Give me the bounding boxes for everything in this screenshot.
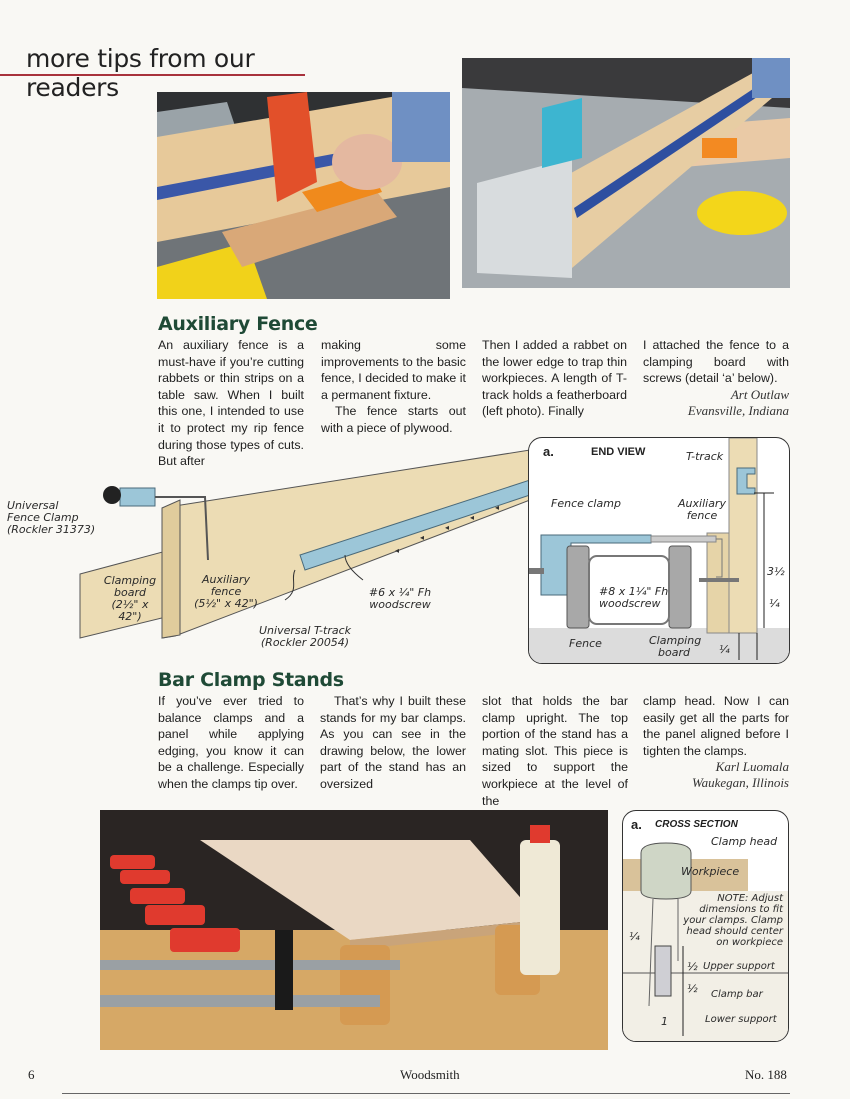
section-header: [0, 44, 305, 102]
aux-fence-col-2-p1: making some improvements to the basic fence, I decided to make it a permanent fixture.: [321, 338, 466, 402]
svg-text:◂: ◂: [395, 546, 400, 555]
bar-clamp-col-2: [320, 693, 466, 793]
end-view-badge: a.: [543, 444, 554, 459]
aux-fence-col-4-text: I attached the fence to a clamping board with screws (detail ‘a’ below).: [643, 338, 789, 386]
end-view-title: END VIEW: [591, 446, 646, 458]
dim-half-lower: ½: [687, 982, 698, 995]
label-universal-t-track: Universal T-track (Rockler 20054): [258, 624, 352, 649]
bar-clamp-author: Karl Luomala: [715, 759, 789, 775]
aux-fence-col-2: [321, 337, 466, 437]
section-title: more tips from our readers: [26, 44, 255, 102]
label-fence-clamp: Fence clamp: [551, 497, 621, 510]
label-upper-support: Upper support: [703, 961, 775, 972]
bar-clamp-col-3-text: slot that holds the bar clamp upright. The top portion of the stand has a mating slot. This piece is sized to support the workpiece at the level of the: [482, 694, 628, 808]
bar-clamp-col-2-text: That’s why I built these stands for my bar clamps. As you can see in the drawing below, the lower part of the stand has an oversized: [320, 694, 466, 791]
cross-section-note: NOTE: Adjust dimensions to fit your clamps. Clamp head should center on workpiece: [683, 893, 783, 948]
label-universal-fence-clamp: Universal Fence Clamp (Rockler 31373): [7, 499, 96, 536]
fence-exploded-drawing: [7, 440, 530, 670]
cross-section-detail: [622, 810, 789, 1042]
bar-clamp-col-1: [158, 693, 304, 793]
bar-clamp-col-4: [643, 693, 789, 791]
aux-fence-col-3: [482, 337, 627, 420]
label-workpiece: Workpiece: [681, 865, 740, 878]
heading-auxiliary-fence: Auxiliary Fence: [158, 313, 318, 335]
issue-number: No. 188: [745, 1067, 787, 1082]
aux-fence-col-1-text: An auxiliary fence is a must-have if you’re cutting rabbets or thin strips on a table saw. When I built this one, I intended to use it to protect my rip fence during those types of cuts. But after: [158, 338, 304, 469]
label-end-auxiliary-fence: Auxiliary fence: [678, 497, 726, 522]
aux-fence-col-4: [643, 337, 789, 419]
magazine-name: Woodsmith: [400, 1067, 460, 1082]
label-auxiliary-fence: Auxiliary fence (5½" x 42"): [194, 573, 258, 610]
aux-fence-col-2-p2: The fence starts out with a piece of plywood.: [321, 404, 466, 435]
aux-fence-location: Evansville, Indiana: [687, 402, 789, 418]
label-lower-support: Lower support: [705, 1014, 777, 1025]
label-clamp-bar: Clamp bar: [711, 989, 763, 1000]
dim-half-upper: ½: [687, 960, 698, 973]
label-woodscrew-6: #6 x ¼" Fh woodscrew: [368, 586, 432, 611]
cross-section-title: CROSS SECTION: [655, 819, 738, 830]
bar-clamp-location: Waukegan, Illinois: [691, 775, 789, 791]
bar-clamp-col-4-text: clamp head. Now I can easily get all the parts for the panel aligned before I tighten the clamps.: [643, 694, 789, 758]
photo-featherboard: [157, 92, 450, 299]
svg-text:◂: ◂: [445, 523, 450, 532]
svg-text:◂: ◂: [495, 503, 500, 512]
label-t-track: T-track: [686, 450, 724, 463]
dim-rabbet-width: ¼: [719, 643, 730, 656]
footer-rule: [62, 1093, 790, 1094]
cross-section-badge: a.: [631, 817, 642, 832]
photo-bar-clamp-stands: [100, 810, 608, 1050]
end-view-detail: [528, 437, 790, 664]
label-end-clamping-board: Clamping board: [649, 634, 702, 659]
bar-clamp-col-3: [482, 693, 628, 809]
page-number: 6: [28, 1067, 35, 1082]
dim-one: 1: [661, 1015, 668, 1028]
dim-rabbet-height: ¼: [769, 597, 780, 610]
photo-fence-clamped: [462, 58, 790, 288]
aux-fence-col-3-text: Then I added a rabbet on the lower edge to trap thin workpieces. A length of T-track holds a featherboard (left photo). Finally: [482, 338, 627, 419]
dim-quarter: ¼: [629, 930, 640, 943]
label-clamping-board: Clamping board (2½" x 42"): [103, 574, 157, 623]
svg-text:◂: ◂: [420, 533, 425, 542]
label-woodscrew-8: #8 x 1¼" Fh woodscrew: [599, 585, 669, 610]
aux-fence-author: Art Outlaw: [730, 386, 789, 402]
label-fence: Fence: [569, 637, 602, 650]
heading-bar-clamp-stands: Bar Clamp Stands: [158, 669, 344, 691]
svg-text:◂: ◂: [470, 513, 475, 522]
dim-height: 3½: [767, 565, 785, 578]
bar-clamp-col-1-text: If you’ve ever tried to balance clamps and a panel while applying edging, you know it can be a challenge. Especially when the clamps tip over.: [158, 694, 304, 791]
label-clamp-head: Clamp head: [711, 835, 778, 848]
